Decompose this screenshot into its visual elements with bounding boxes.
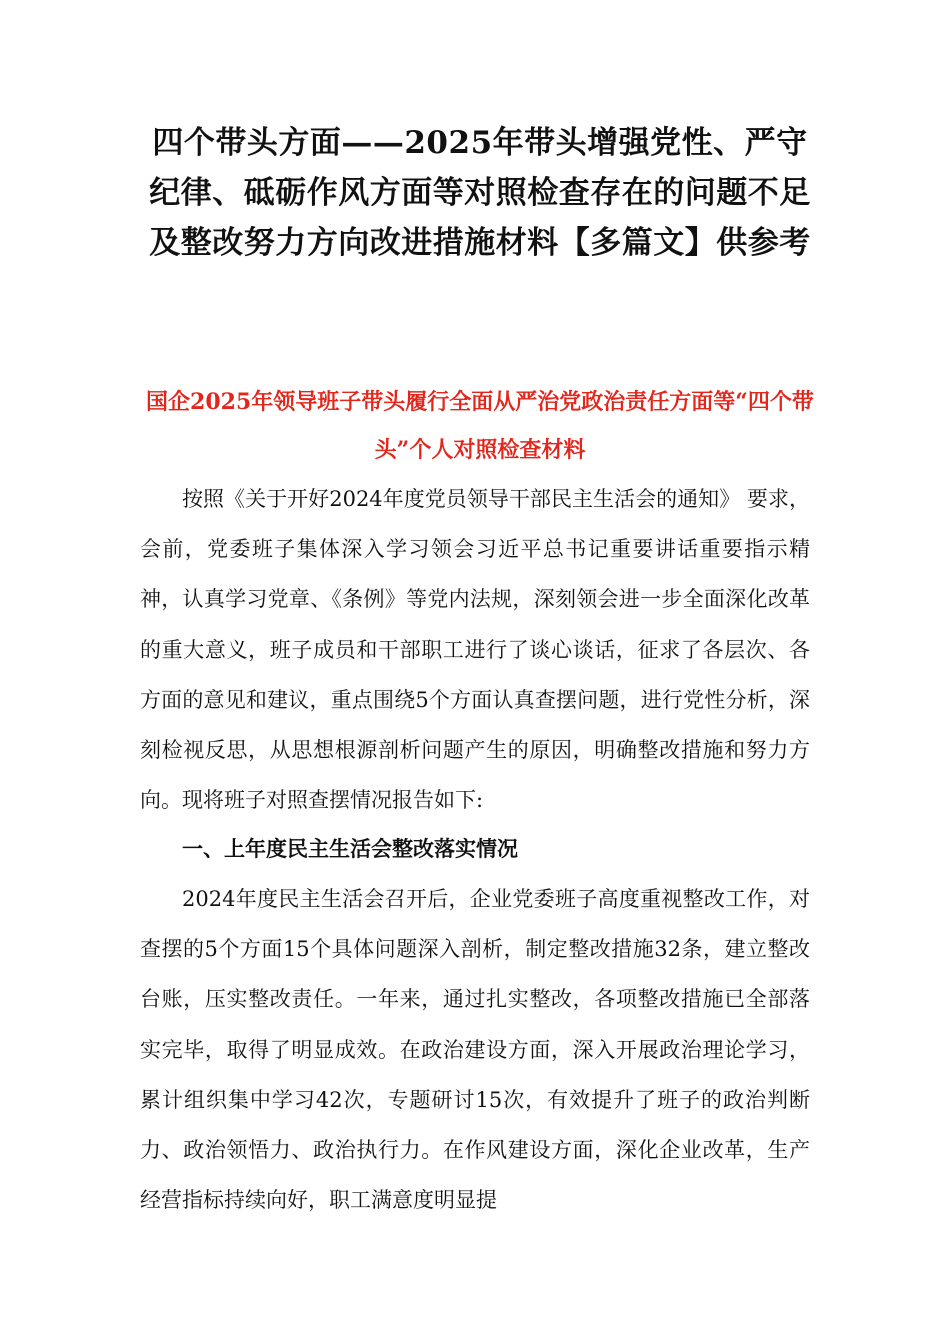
body-paragraph-2: 2024年度民主生活会召开后，企业党委班子高度重视整改工作，对查摆的5个方面15个具体问题深入剖析，制定整改措施32条，建立整改台账，压实整改责任。一年来，通过扎实整改，各项整改措施已全部落实完毕，取得了明显成效。在政治建设方面，深入开展政治理论学习，累计组织集中学习42次，专题研讨15次，有效提升了班子的政治判断力、政治领悟力、政治执行力。在作风建设方面，深化企业改革，生产经营指标持续向好，职工满意度明显提 <box>140 887 810 1213</box>
document-title: 四个带头方面——2025年带头增强党性、严守纪律、砥砺作风方面等对照检查存在的问题不足及整改努力方向改进措施材料【多篇文】供参考 <box>149 125 811 261</box>
heading-1: 一、上年度民主生活会整改落实情况 <box>182 837 518 861</box>
section-title: 国企2025年领导班子带头履行全面从严治党政治责任方面等“四个带头”个人对照检查材料 <box>146 389 814 463</box>
intro-paragraph: 按照《关于开好2024年度党员领导干部民主生活会的通知》 要求，会前，党委班子集体深入学习领会习近平总书记重要讲话重要指示精神，认真学习党章、《条例》等党内法规，深刻领会进一步全面深化改革的重大意义，班子成员和干部职工进行了谈心谈话，征求了各层次、各方面的意见和建议，重点围绕5个方面认真查摆问题，进行党性分析，深刻检视反思，从思想根源剖析问题产生的原因，明确整改措施和努力方向。现将班子对照查摆情况报告如下: <box>140 487 810 813</box>
